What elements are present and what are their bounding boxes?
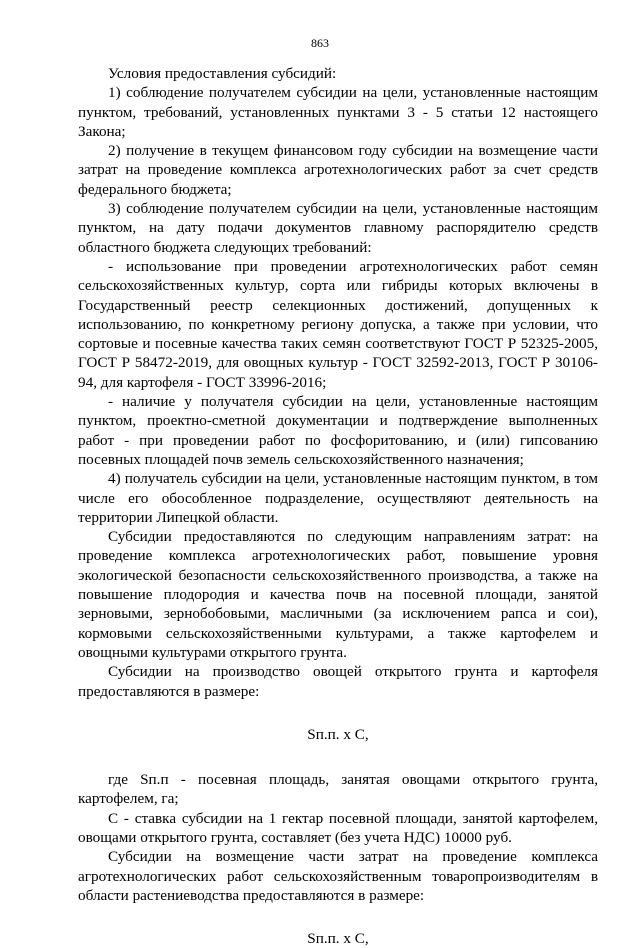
document-body xyxy=(78,64,598,948)
formula-1: Sп.п. х С, xyxy=(307,725,369,743)
paragraph-formula-definition-c: С - ставка субсидии на 1 гектар посевной площади, занятой картофелем, овощами открытого грунта, составляет (без учета НДС) 10000 руб. xyxy=(78,809,598,846)
paragraph-conditions-heading: Условия предоставления субсидий: xyxy=(108,65,337,82)
paragraph-vegetables-potatoes: Субсидии на производство овощей открытого грунта и картофеля предоставляются в размере: xyxy=(78,663,598,700)
page-number: 863 xyxy=(311,36,329,50)
paragraph-agrotech-subsidy: Субсидии на возмещение части затрат на проведение комплекса агротехнологических работ сельскохозяйственным товаропроизводителям в области растениеводства предоставляются в размере: xyxy=(78,848,598,904)
paragraph-requirement-seeds: - использование при проведении агротехнологических работ семян сельскохозяйственных культур, сорта или гибриды которых включены в Государственный реестр селекционных достижений, допущенных к использованию, по конкретному региону допуска, а также при условии, что сортовые и посевные качества таких семян соответствуют ГОСТ Р 52325-2005, ГОСТ Р 58472-2019, для овощных культур - ГОСТ 32592-2013, ГОСТ Р 30106-94, для картофеля - ГОСТ 33996-2016; xyxy=(78,257,598,391)
paragraph-condition-3: 3) соблюдение получателем субсидии на цели, установленные настоящим пунктом, на дату подачи документов главному распорядителю средств областного бюджета следующих требований: xyxy=(78,200,598,256)
paragraph-condition-1: 1) соблюдение получателем субсидии на цели, установленные настоящим пунктом, требований, установленных пунктами 3 - 5 статьи 12 настоящего Закона; xyxy=(78,84,598,140)
paragraph-formula-definition-s: где Sп.п - посевная площадь, занятая овощами открытого грунта, картофелем, га; xyxy=(78,771,598,808)
paragraph-condition-4: 4) получатель субсидии на цели, установленные настоящим пунктом, в том числе его обособленное подразделение, осуществляют деятельность на территории Липецкой области. xyxy=(78,470,598,526)
paragraph-requirement-documentation: - наличие у получателя субсидии на цели, установленные настоящим пунктом, проектно-сметной документации и подтверждение выполненных работ - при проведении работ по фосфоритованию, и (или) гипсованию посевных площадей почв земель сельскохозяйственного назначения; xyxy=(78,393,598,468)
formula-2: Sп.п. х С, xyxy=(307,930,369,948)
paragraph-condition-2: 2) получение в текущем финансовом году субсидии на возмещение части затрат на проведение комплекса агротехнологических работ за счет средств федерального бюджета; xyxy=(78,142,598,198)
paragraph-subsidy-directions: Субсидии предоставляются по следующим направлениям затрат: на проведение комплекса агротехнологических работ, повышение уровня экологической безопасности сельскохозяйственного производства, а также на повышение плодородия и качества почв на посевной площади, занятой зерновыми, зернобобовыми, масличными (за исключением рапса и сои), кормовыми сельскохозяйственными культурами, а также картофелем и овощными культурами открытого грунта. xyxy=(78,528,598,661)
